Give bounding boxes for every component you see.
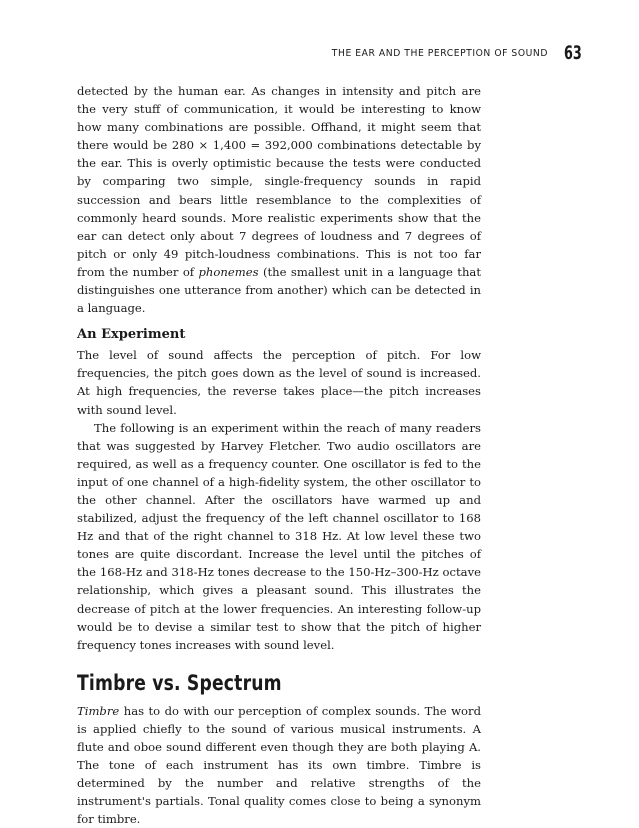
experiment-paragraph-1: The level of sound affects the perception of pitch. For low frequencies, the pitch goes down as the level of sound is increased. At high frequencies, the reverse takes place—the pitch increases with sound level. [77, 348, 481, 417]
timbre-paragraph [77, 702, 481, 828]
running-head [313, 44, 582, 63]
running-title: THE EAR AND THE PERCEPTION OF SOUND [332, 48, 549, 59]
intro-text-after: (the smallest unit in a language that distinguishes one utterance from another) which can be detected in a language. [77, 264, 481, 316]
timbre-lead-term: Timbre [77, 703, 120, 718]
page-number: 63 [564, 42, 582, 64]
phonemes-emphasis: phonemes [198, 264, 259, 279]
timbre-heading: Timbre vs. Spectrum [77, 670, 282, 695]
page-body [77, 82, 481, 828]
intro-paragraph [77, 82, 481, 317]
intro-text: detected by the human ear. As changes in intensity and pitch are the very stuff of communication, it would be interesting to know how many combinations are possible. Offhand, it might seem that there would be 280 × 1,400 = 392,000 combinations detectable by the ear. This is overly optimistic because the tests were conducted by comparing two simple, single-frequency sounds in rapid succession and bears little resemblance to the complexities of commonly heard sounds. More realistic experiments show that the ear can detect only about 7 degrees of loudness and 7 degrees of pitch or only 49 pitch-loudness combinations. This is not too far from the number of [77, 84, 481, 279]
timbre-text: has to do with our perception of complex sounds. The word is applied chiefly to the sound of various musical instruments. A flute and oboe sound different even though they are both playing A. The tone of each instrument has its own timbre. Timbre is determined by the number and relative strengths of the instrument's partials. Tonal quality comes close to being a synonym for timbre. [77, 703, 481, 827]
experiment-heading: An Experiment [77, 327, 186, 343]
experiment-paragraph-2: The following is an experiment within the reach of many readers that was suggested by Harvey Fletcher. Two audio oscillators are required, as well as a frequency counter. One oscillator is fed to the input of one channel of a high-fidelity system, the other oscillator to the other channel. After the oscillators have warmed up and stabilized, adjust the frequency of the left channel oscillator to 168 Hz and that of the right channel to 318 Hz. At low level these two tones are quite discordant. Increase the level until the pitches of the 168-Hz and 318-Hz tones decrease to the 150-Hz–300-Hz octave relationship, which gives a pleasant sound. This illustrates the decrease of pitch at the lower frequencies. An interesting follow-up would be to devise a similar test to show that the pitch of higher frequency tones increases with sound level. [77, 420, 481, 652]
